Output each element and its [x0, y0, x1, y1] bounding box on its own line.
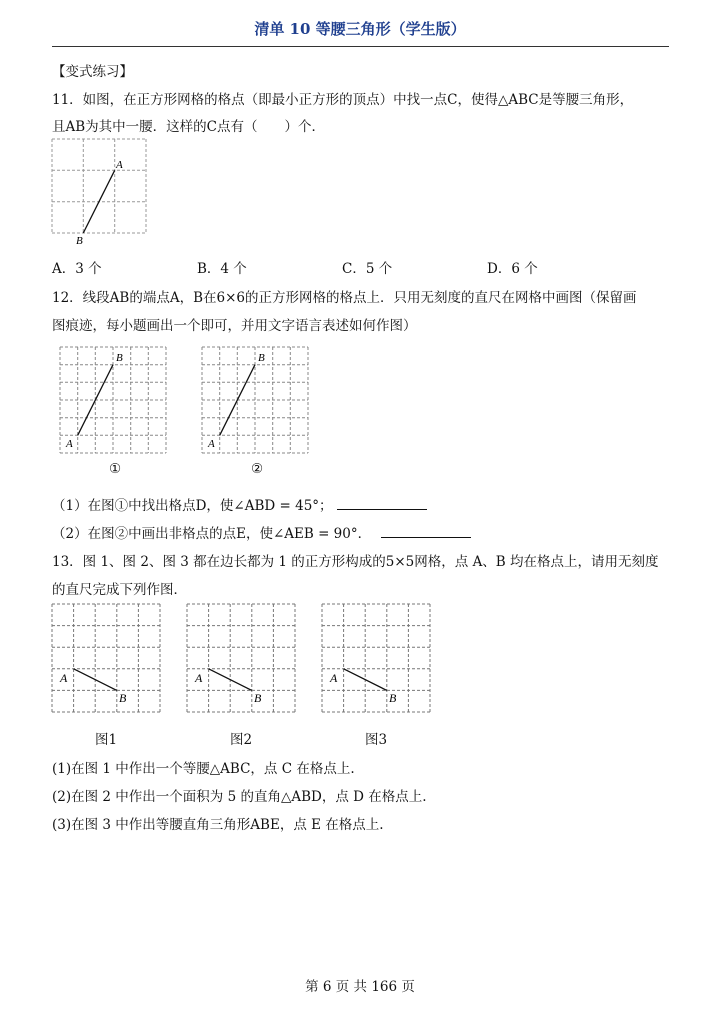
q12-sub2-answer-blank[interactable] — [381, 525, 471, 538]
q13-fig1-grid — [52, 604, 160, 712]
q11-point-b: B — [76, 235, 83, 247]
q13-sub2: (2)在图 2 中作出一个面积为 5 的直角△ABD，点 D 在格点上. — [52, 789, 427, 805]
q13-fig1-segment-ab — [74, 669, 117, 691]
q13-fig1-point-b: B — [119, 691, 127, 705]
q11-grid-figure — [52, 139, 152, 249]
q12-text-line1: 12．线段AB的端点A，B在6×6的正方形网格的格点上．只用无刻度的直尺在网格中画图（保留画 — [52, 290, 637, 306]
q12-fig1-point-b: B — [116, 352, 123, 364]
q11-option-a: A．3 个 — [52, 261, 102, 277]
q13-fig3-caption: 图3 — [364, 732, 388, 748]
q13-fig3-point-b: B — [389, 691, 397, 705]
q13-fig2-point-b: B — [254, 691, 262, 705]
page-title: 清单 10 等腰三角形（学生版） — [254, 20, 466, 38]
q11-option-c: C．5 个 — [342, 261, 393, 277]
q12-sub1 — [52, 494, 427, 514]
q11-point-a: A — [116, 159, 123, 171]
header-divider — [52, 46, 669, 47]
q12-fig2-point-a: A — [208, 438, 215, 450]
q12-fig1-caption: ① — [108, 461, 122, 477]
q13-fig2-grid — [187, 604, 295, 712]
q11-option-d: D．6 个 — [487, 261, 538, 277]
q12-sub2 — [52, 522, 471, 542]
q11-text-line2: 且AB为其中一腰．这样的C点有（ ）个． — [52, 119, 325, 135]
q12-sub2-text: （2）在图②中画出非格点的点E，使∠AEB = 90°． — [52, 526, 372, 542]
q12-fig1-grid — [60, 347, 166, 453]
q12-fig2-caption: ② — [250, 461, 264, 477]
q12-fig1-point-a: A — [66, 438, 73, 450]
q12-sub1-text: （1）在图①中找出格点D，使∠ABD = 45°； — [52, 498, 333, 514]
q13-sub1: (1)在图 1 中作出一个等腰△ABC，点 C 在格点上. — [52, 761, 355, 777]
q11-grid-lines — [52, 139, 146, 233]
q13-figure-3 — [322, 604, 434, 716]
q13-fig2-segment-ab — [209, 669, 252, 691]
q11-text-line1: 11．如图，在正方形网格的格点（即最小正方形的顶点）中找一点C，使得△ABC是等腰三角形， — [52, 92, 634, 108]
q13-fig2-caption: 图2 — [229, 732, 253, 748]
q13-fig2-point-a: A — [195, 671, 203, 685]
q13-sub3: (3)在图 3 中作出等腰直角三角形ABE，点 E 在格点上. — [52, 817, 384, 833]
q12-figure-1 — [60, 347, 172, 457]
q13-figure-1 — [52, 604, 164, 716]
q12-figure-2 — [202, 347, 314, 457]
q13-fig3-grid — [322, 604, 430, 712]
q13-fig1-point-a: A — [60, 671, 68, 685]
q12-text-line2: 图痕迹，每小题画出一个即可，并用文字语言表述如何作图） — [52, 318, 417, 334]
q13-text-line1: 13．图 1、图 2、图 3 都在边长都为 1 的正方形构成的5×5网格，点 A、B 均在格点上，请用无刻度 — [52, 554, 659, 570]
q13-fig3-segment-ab — [344, 669, 387, 691]
q11-option-b: B．4 个 — [197, 261, 247, 277]
q12-fig2-point-b: B — [258, 352, 265, 364]
q13-figure-2 — [187, 604, 299, 716]
q13-fig3-point-a: A — [330, 671, 338, 685]
q13-text-line2: 的直尺完成下列作图． — [52, 582, 187, 598]
q12-fig2-grid — [202, 347, 308, 453]
section-label: 【变式练习】 — [52, 64, 133, 80]
q12-sub1-answer-blank[interactable] — [337, 497, 427, 510]
page-footer: 第 6 页 共 166 页 — [305, 979, 415, 995]
q13-fig1-caption: 图1 — [94, 732, 118, 748]
